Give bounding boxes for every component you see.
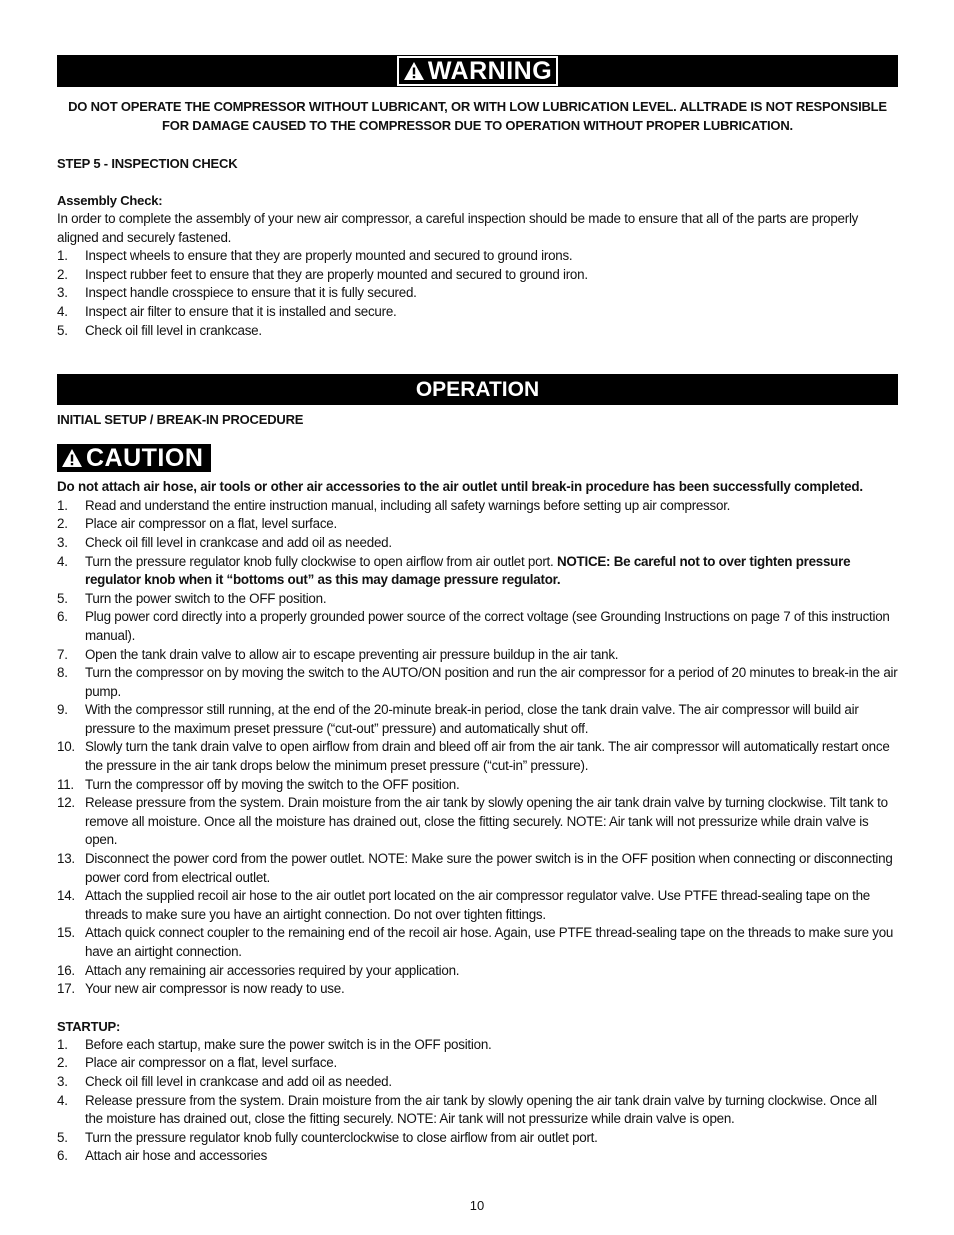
list-item-text: Read and understand the entire instruction manual, including all safety warnings before setting up air compressor. [85,497,731,513]
list-item [57,515,898,534]
notice-text: NOTICE: Be careful not to over tighten pressure regulator knob when it “bottoms out” as this may damage pressure regulator. [85,553,851,588]
list-item-number: 3. [57,534,68,550]
list-item-number: 9. [57,702,68,718]
list-item-number: 2. [57,516,68,532]
warning-bar [57,55,898,87]
caution-label: CAUTION [86,443,204,472]
assembly-check-heading: Assembly Check: [57,193,163,208]
list-item-number: 17. [57,981,75,997]
list-item-text: Turn the compressor off by moving the switch to the OFF position. [85,776,460,792]
list-item-number: 6. [57,609,68,625]
list-item [57,534,898,553]
list-item-number: 4. [57,1092,68,1108]
inspection-list [57,247,898,340]
list-item [57,1073,898,1092]
list-item-number: 1. [57,248,68,264]
startup-list [57,1036,898,1166]
list-item [57,887,898,924]
caution-text: Do not attach air hose, air tools or other air accessories to the air outlet until break-in procedure has been successfully completed. [57,479,863,495]
list-item [57,1092,898,1129]
manual-page [57,55,898,1166]
list-item [57,1054,898,1073]
list-item [57,247,898,266]
list-item-text: Turn the power switch to the OFF position. [85,590,327,606]
list-item-text: Your new air compressor is now ready to use. [85,981,345,997]
list-item [57,497,898,516]
list-item-text: Attach quick connect coupler to the remaining end of the recoil air hose. Again, use PTFE thread-sealing tape on the threads to make sure you have an airtight connection. [85,925,894,959]
list-item-number: 2. [57,1055,68,1071]
list-item-number: 1. [57,497,68,513]
step5-heading: STEP 5 - INSPECTION CHECK [57,156,238,171]
list-item-text: Attach air hose and accessories [85,1148,268,1164]
list-item [57,590,898,609]
caution-row [57,444,898,472]
caution-triangle-icon [61,448,83,468]
list-item-text: Before each startup, make sure the power switch is in the OFF position. [85,1036,492,1052]
list-item-text: Disconnect the power cord from the power outlet. NOTE: Make sure the power switch is in the OFF position when connecting or disconnecting power cord from electrical outlet. [85,851,893,885]
caution-badge [57,444,211,472]
list-item-number: 12. [57,795,75,811]
list-item [57,553,898,590]
warning-text: DO NOT OPERATE THE COMPRESSOR WITHOUT LUBRICANT, OR WITH LOW LUBRICATION LEVEL. ALLTRADE IS NOT RESPONSIBLE FOR DAMAGE CAUSED TO THE COMPRESSOR DUE TO OPERATION WITHOUT PROPER LUBRICATION. [68,99,887,133]
list-item-text: Place air compressor on a flat, level surface. [85,516,337,532]
list-item-text: Plug power cord directly into a properly grounded power source of the correct voltage (see Grounding Instructions on page 7 of this instruction manual). [85,609,890,643]
list-item-number: 8. [57,665,68,681]
list-item-number: 3. [57,1073,68,1089]
list-item [57,794,898,850]
list-item [57,303,898,322]
assembly-intro: In order to complete the assembly of your new air compressor, a careful inspection should be made to ensure that all of the parts are properly aligned and securely fastened. [57,211,859,245]
list-item [57,962,898,981]
list-item-number: 2. [57,266,68,282]
list-item-number: 6. [57,1148,68,1164]
operation-bar [57,374,898,405]
list-item-number: 4. [57,303,68,319]
list-item-number: 1. [57,1036,68,1052]
list-item-number: 16. [57,962,75,978]
list-item-number: 5. [57,1129,68,1145]
warning-label: WARNING [427,56,553,85]
list-item-text: Attach the supplied recoil air hose to the air outlet port located on the air compressor regulator valve. Use PTFE thread-sealing tape on the threads to make sure you have an airtight connection. Do not over tighten fittings. [85,888,871,922]
list-item-text: Check oil fill level in crankcase and add oil as needed. [85,1073,392,1089]
list-item [57,284,898,303]
list-item [57,850,898,887]
list-item-text: Attach any remaining air accessories required by your application. [85,962,460,978]
list-item [57,646,898,665]
list-item [57,924,898,961]
list-item-text: Release pressure from the system. Drain moisture from the air tank by slowly opening the air tank drain valve by turning clockwise. Tilt tank to remove all moisture. Once all the moisture has drained out, close the fitting securely. NOTE: Air tank will not pressurize while drain valve is open. [85,795,888,848]
list-item [57,608,898,645]
startup-heading: STARTUP: [57,1018,121,1034]
list-item-number: 15. [57,925,75,941]
break-in-list [57,497,898,999]
warning-badge [397,56,558,86]
list-item [57,980,898,999]
list-item-number: 11. [57,776,74,792]
list-item-number: 7. [57,646,68,662]
list-item [57,1129,898,1148]
list-item-text: Check oil fill level in crankcase. [85,322,262,338]
operation-title: OPERATION [415,377,540,401]
list-item-number: 4. [57,553,68,569]
list-item-text: Turn the pressure regulator knob fully clockwise to open airflow from air outlet port. [85,553,554,569]
list-item-text: Check oil fill level in crankcase and add oil as needed. [85,534,392,550]
list-item [57,266,898,285]
list-item-text: With the compressor still running, at the end of the 20-minute break-in period, close the tank drain valve. The air compressor will build air pressure to the maximum preset pressure (“cut-out” pressure) and automatically shut off. [85,702,859,736]
list-item-text: Release pressure from the system. Drain moisture from the air tank by slowly opening the air tank drain valve by turning clockwise. Once all the moisture has drained out, close the fitting securely. NOTE: Air tank will not pressurize while drain valve is open. [85,1092,877,1127]
warning-triangle-icon [403,61,425,81]
list-item [57,1036,898,1055]
list-item-number: 13. [57,851,75,867]
list-item-text: Turn the pressure regulator knob fully counterclockwise to close airflow from air outlet port. [85,1129,598,1145]
initial-setup-heading: INITIAL SETUP / BREAK-IN PROCEDURE [57,412,304,428]
list-item [57,664,898,701]
list-item-number: 10. [57,739,75,755]
list-item [57,701,898,738]
list-item-text: Place air compressor on a flat, level surface. [85,1055,337,1071]
list-item [57,322,898,341]
list-item [57,1147,898,1166]
page-number: 10 [469,1198,485,1213]
list-item-text: Inspect rubber feet to ensure that they are properly mounted and secured to ground iron. [85,266,588,282]
list-item-number: 3. [57,285,68,301]
list-item-number: 14. [57,888,75,904]
list-item-text: Slowly turn the tank drain valve to open airflow from drain and bleed off air from the air tank. The air compressor will automatically restart once the pressure in the air tank drops below the minimum preset pressure (“cut-in” pressure). [85,739,890,774]
list-item-text: Turn the compressor on by moving the switch to the AUTO/ON position and run the air compressor for a period of 20 minutes to break-in the air pump. [85,665,898,699]
list-item-number: 5. [57,590,68,606]
list-item [57,776,898,795]
list-item-text: Open the tank drain valve to allow air to escape preventing air pressure buildup in the air tank. [85,646,619,662]
list-item-text: Inspect wheels to ensure that they are properly mounted and secured to ground irons. [85,248,573,264]
list-item [57,738,898,775]
list-item-number: 5. [57,322,68,338]
list-item-text: Inspect handle crosspiece to ensure that it is fully secured. [85,285,417,301]
list-item-text: Inspect air filter to ensure that it is installed and secure. [85,303,397,319]
